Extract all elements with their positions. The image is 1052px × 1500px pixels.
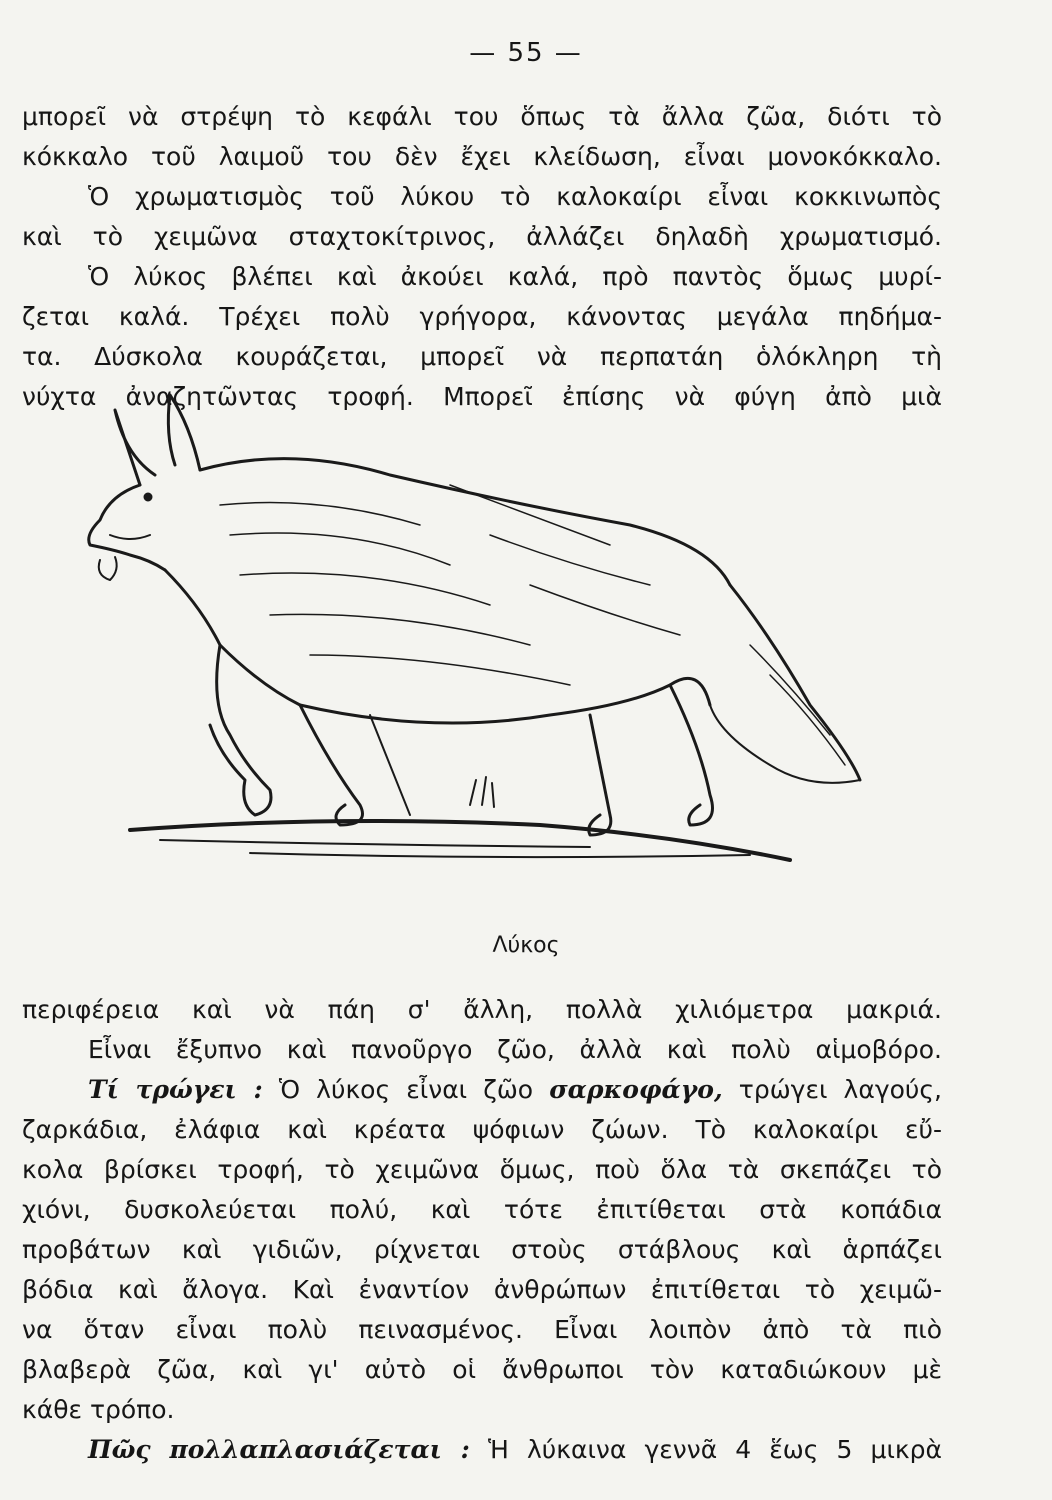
text-line: μπορεῖ νὰ στρέψη τὸ κεφάλι του ὅπως τὰ ἄλλα ζῶα, διότι τὸ — [22, 102, 942, 131]
text-line: χιόνι, δυσκολεύεται πολύ, καὶ τότε ἐπιτίθεται στὰ κοπάδια — [22, 1195, 942, 1224]
paragraph-top — [22, 97, 942, 417]
text-span: Ὁ λύκος εἶναι ζῶο — [278, 1075, 534, 1104]
text-line: κάθε τρόπο. — [22, 1395, 175, 1424]
text-line: Ὁ χρωματισμὸς τοῦ λύκου τὸ καλοκαίρι εἶναι κοκκινωπὸς — [88, 182, 942, 211]
wolf-illustration — [70, 385, 890, 895]
section-heading: Πῶς πολλαπλασιάζεται : — [88, 1435, 470, 1464]
page-number: — 55 — — [469, 38, 583, 68]
text-line: καὶ τὸ χειμῶνα σταχτοκίτρινος, ἀλλάζει δηλαδὴ χρωματισμό. — [22, 222, 942, 251]
text-line: ζεται καλά. Τρέχει πολὺ γρήγορα, κάνοντας μεγάλα πηδήμα- — [22, 302, 942, 331]
text-span: Ἡ λύκαινα γεννᾶ 4 ἕως 5 μικρὰ — [487, 1435, 942, 1464]
text-line: να ὅταν εἶναι πολὺ πεινασμένος. Εἶναι λοιπὸν ἀπὸ τὰ πιὸ — [22, 1315, 942, 1344]
text-line: Ὁ λύκος βλέπει καὶ ἀκούει καλά, πρὸ παντὸς ὅμως μυρί- — [88, 262, 942, 291]
text-line — [22, 1430, 942, 1470]
emphasized-term: σαρκοφάγο, — [549, 1075, 723, 1104]
text-line — [22, 1070, 942, 1110]
paragraph-bottom — [22, 990, 942, 1470]
section-heading: Τί τρώγει : — [88, 1075, 263, 1104]
text-line: κολα βρίσκει τροφή, τὸ χειμῶνα ὅμως, ποὺ ὅλα τὰ σκεπάζει τὸ — [22, 1155, 942, 1184]
text-line: Εἶναι ἔξυπνο καὶ πανοῦργο ζῶο, ἀλλὰ καὶ πολὺ αἱμοβόρο. — [88, 1035, 942, 1064]
text-line: κόκκαλο τοῦ λαιμοῦ του δὲν ἔχει κλείδωση, εἶναι μονοκόκκαλο. — [22, 142, 942, 171]
text-line: βλαβερὰ ζῶα, καὶ γι' αὐτὸ οἱ ἄνθρωποι τὸν καταδιώκουν μὲ — [22, 1355, 942, 1384]
text-span: τρώγει λαγούς, — [738, 1075, 942, 1104]
text-line: νύχτα ἀναζητῶντας τροφή. Μπορεῖ ἐπίσης νὰ φύγη ἀπὸ μιὰ — [22, 382, 942, 411]
text-line: τα. Δύσκολα κουράζεται, μπορεῖ νὰ περπατάη ὁλόκληρη τὴ — [22, 342, 942, 371]
text-line: προβάτων καὶ γιδιῶν, ρίχνεται στοὺς στάβλους καὶ ἁρπάζει — [22, 1235, 942, 1264]
text-line: περιφέρεια καὶ νὰ πάη σ' ἄλλη, πολλὰ χιλιόμετρα μακριά. — [22, 995, 942, 1024]
figure-caption: Λύκος — [492, 933, 560, 958]
text-line: ζαρκάδια, ἐλάφια καὶ κρέατα ψόφιων ζώων. Τὸ καλοκαίρι εὔ- — [22, 1115, 942, 1144]
text-line: βόδια καὶ ἄλογα. Καὶ ἐναντίον ἀνθρώπων ἐπιτίθεται τὸ χειμῶ- — [22, 1275, 942, 1304]
